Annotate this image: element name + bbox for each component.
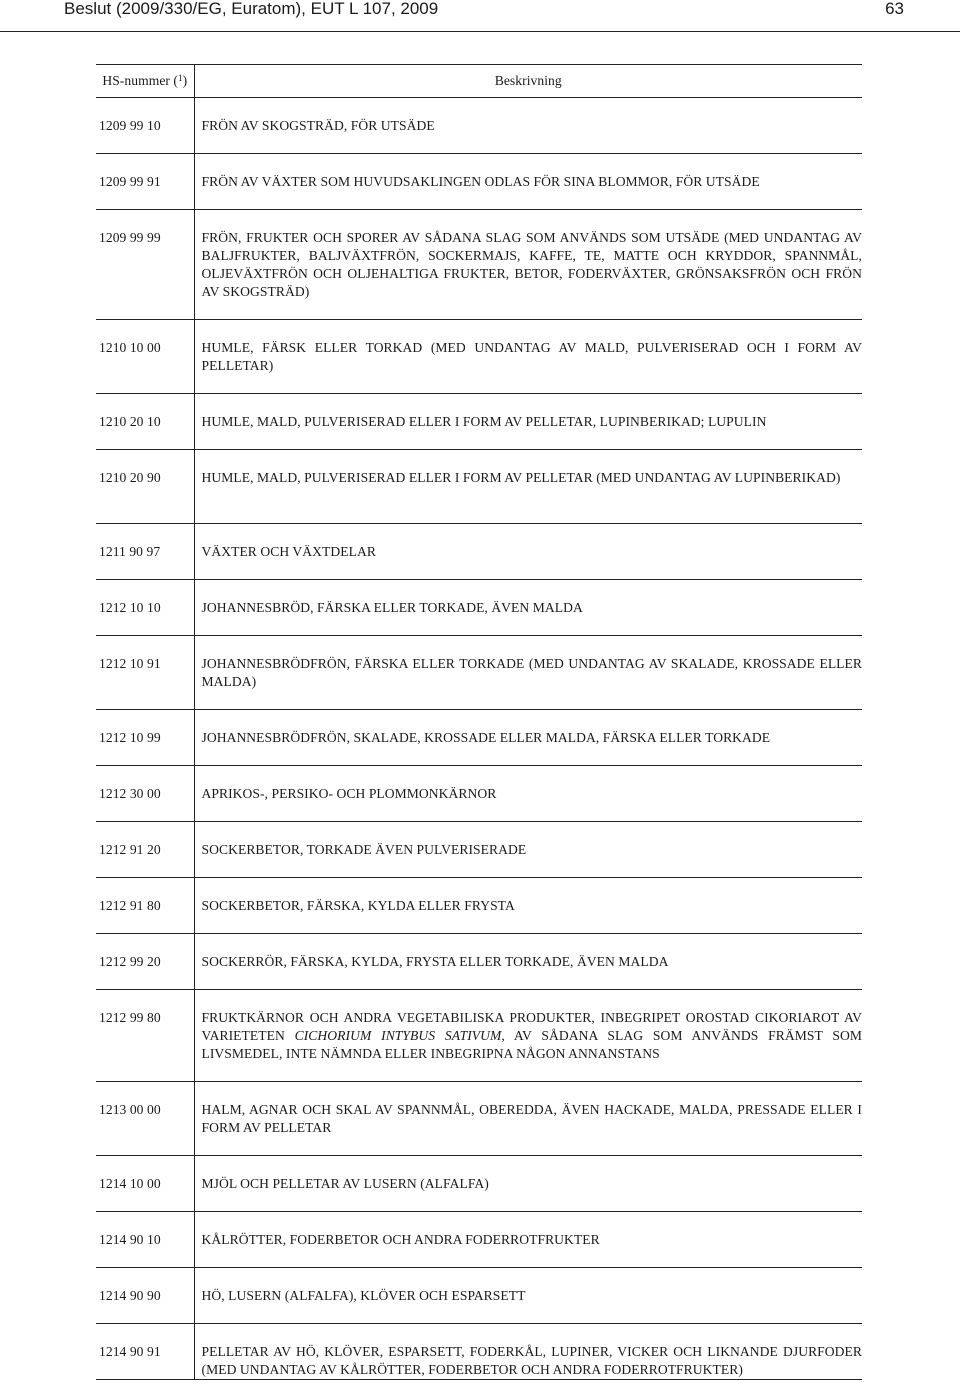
description-cell: VÄXTER OCH VÄXTDELAR (194, 524, 862, 580)
description-cell: HÖ, LUSERN (ALFALFA), KLÖVER OCH ESPARSETT (194, 1268, 862, 1324)
hs-code-cell: 1212 10 99 (96, 710, 194, 766)
hs-code-cell: 1214 10 00 (96, 1156, 194, 1212)
table-row (96, 1082, 862, 1156)
species-name: CICHORIUM INTYBUS SATIVUM (294, 1028, 502, 1043)
table-row (96, 1212, 862, 1268)
table-row (96, 210, 862, 320)
description-cell: FRÖN AV VÄXTER SOM HUVUDSAKLINGEN ODLAS FÖR SINA BLOMMOR, FÖR UTSÄDE (194, 154, 862, 210)
table-row (96, 320, 862, 394)
hs-code-cell: 1212 10 10 (96, 580, 194, 636)
table-row (96, 1156, 862, 1212)
description-cell: JOHANNESBRÖD, FÄRSKA ELLER TORKADE, ÄVEN MALDA (194, 580, 862, 636)
page-number: 63 (885, 0, 904, 18)
table-row (96, 394, 862, 450)
description-cell: SOCKERBETOR, FÄRSKA, KYLDA ELLER FRYSTA (194, 878, 862, 934)
description-cell: JOHANNESBRÖDFRÖN, FÄRSKA ELLER TORKADE (MED UNDANTAG AV SKALADE, KROSSADE ELLER MALDA) (194, 636, 862, 710)
hs-code-cell: 1212 10 91 (96, 636, 194, 710)
table-row (96, 990, 862, 1082)
column-header-code: HS-nummer ($^1$) (96, 65, 194, 98)
hs-code-table (96, 64, 862, 1380)
table-row (96, 636, 862, 710)
table-row (96, 450, 862, 524)
table-row (96, 878, 862, 934)
hs-code-cell: 1211 90 97 (96, 524, 194, 580)
table-header-row (96, 65, 862, 98)
hs-code-cell: 1210 20 90 (96, 450, 194, 524)
description-cell: FRÖN, FRUKTER OCH SPORER AV SÅDANA SLAG SOM ANVÄNDS SOM UTSÄDE (MED UNDANTAG AV BALJFRUKTER, BALJVÄXTFRÖN, SOCKERMAJS, KAFFE, TE, MATTE OCH KRYDDOR, SPANNMÅL, OLJEVÄXTFRÖN OCH OLJEHALTIGA FRUKTER, BETOR, FODERVÄXTER, GRÖNSAKSFRÖN OCH FRÖN AV SKOGSTRÄD) (194, 210, 862, 320)
description-cell: HUMLE, FÄRSK ELLER TORKAD (MED UNDANTAG AV MALD, PULVERISERAD OCH I FORM AV PELLETAR) (194, 320, 862, 394)
description-cell: HUMLE, MALD, PULVERISERAD ELLER I FORM AV PELLETAR (MED UNDANTAG AV LUPINBERIKAD) (194, 450, 862, 524)
running-title: Beslut (2009/330/EG, Euratom), EUT L 107, 2009 (64, 0, 439, 18)
description-cell: MJÖL OCH PELLETAR AV LUSERN (ALFALFA) (194, 1156, 862, 1212)
description-text: FRUKTKÄRNOR OCH ANDRA VEGETABILISKA PRODUKTER, INBEGRIPET OROSTAD CIKORIAROT AV VARIETETEN (201, 1010, 862, 1043)
hs-code-cell: 1210 10 00 (96, 320, 194, 394)
table-row (96, 98, 862, 154)
description-cell: JOHANNESBRÖDFRÖN, SKALADE, KROSSADE ELLER MALDA, FÄRSKA ELLER TORKADE (194, 710, 862, 766)
description-cell: SOCKERBETOR, TORKADE ÄVEN PULVERISERADE (194, 822, 862, 878)
header-divider (0, 31, 960, 32)
hs-code-cell: 1209 99 91 (96, 154, 194, 210)
description-text: , AV SÅDANA SLAG SOM ANVÄNDS FRÄMST SOM LIVSMEDEL, INTE NÄMNDA ELLER INBEGRIPNA NÅGON ANNANSTANS (201, 1028, 862, 1061)
table-row (96, 822, 862, 878)
table-row (96, 766, 862, 822)
description-cell: KÅLRÖTTER, FODERBETOR OCH ANDRA FODERROTFRUKTER (194, 1212, 862, 1268)
hs-code-cell: 1209 99 10 (96, 98, 194, 154)
description-cell (194, 990, 862, 1082)
table-row (96, 710, 862, 766)
table-row (96, 934, 862, 990)
hs-code-cell: 1214 90 91 (96, 1324, 194, 1380)
page-header (0, 0, 960, 20)
hs-code-cell: 1212 91 20 (96, 822, 194, 878)
description-cell: SOCKERRÖR, FÄRSKA, KYLDA, FRYSTA ELLER TORKADE, ÄVEN MALDA (194, 934, 862, 990)
description-cell: FRÖN AV SKOGSTRÄD, FÖR UTSÄDE (194, 98, 862, 154)
hs-code-cell: 1209 99 99 (96, 210, 194, 320)
hs-code-cell: 1212 91 80 (96, 878, 194, 934)
hs-code-cell: 1212 99 80 (96, 990, 194, 1082)
hs-code-cell: 1213 00 00 (96, 1082, 194, 1156)
table-row (96, 580, 862, 636)
description-cell: PELLETAR AV HÖ, KLÖVER, ESPARSETT, FODERKÅL, LUPINER, VICKER OCH LIKNANDE DJURFODER (MED UNDANTAG AV KÅLRÖTTER, FODERBETOR OCH ANDRA FODERROTFRUKTER) (194, 1324, 862, 1380)
column-header-description: Beskrivning (194, 65, 862, 98)
hs-code-cell: 1212 30 00 (96, 766, 194, 822)
description-cell: HUMLE, MALD, PULVERISERAD ELLER I FORM AV PELLETAR, LUPINBERIKAD; LUPULIN (194, 394, 862, 450)
table-row (96, 1268, 862, 1324)
hs-code-cell: 1214 90 10 (96, 1212, 194, 1268)
hs-code-cell: 1214 90 90 (96, 1268, 194, 1324)
table-row (96, 154, 862, 210)
hs-code-cell: 1212 99 20 (96, 934, 194, 990)
table-row (96, 1324, 862, 1380)
hs-code-cell: 1210 20 10 (96, 394, 194, 450)
table-row (96, 524, 862, 580)
footnote-ref: 1 (178, 73, 183, 83)
description-cell: APRIKOS-, PERSIKO- OCH PLOMMONKÄRNOR (194, 766, 862, 822)
description-cell: HALM, AGNAR OCH SKAL AV SPANNMÅL, OBEREDDA, ÄVEN HACKADE, MALDA, PRESSADE ELLER I FORM AV PELLETAR (194, 1082, 862, 1156)
